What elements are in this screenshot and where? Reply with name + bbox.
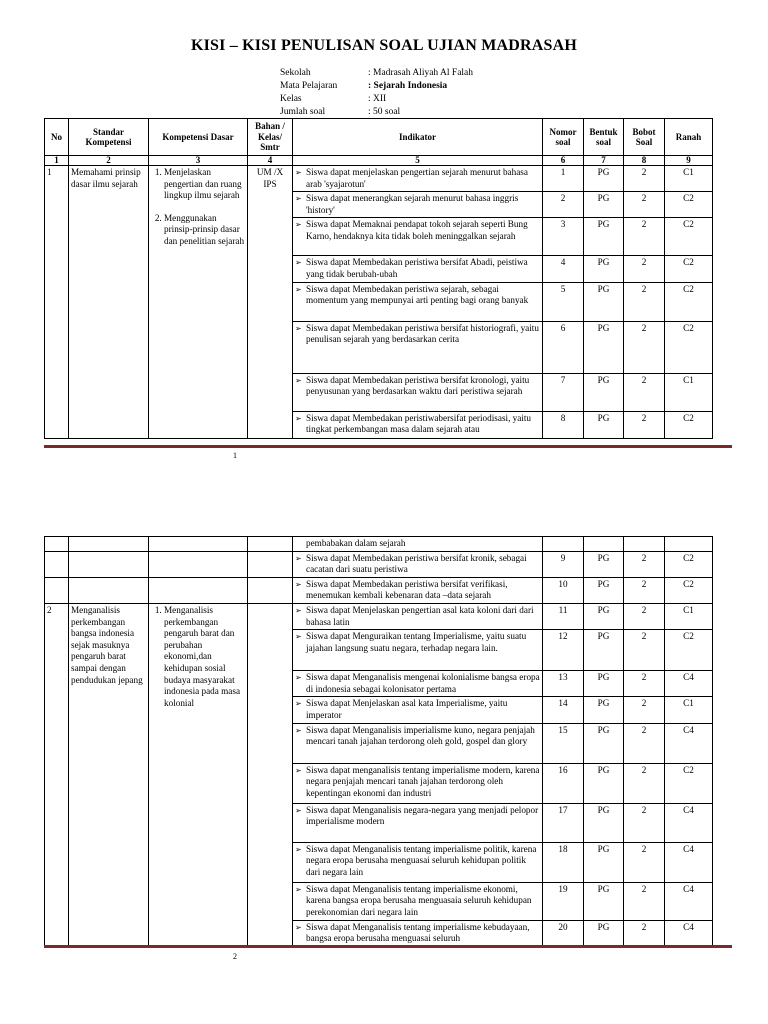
ranah: C2 [665, 577, 713, 603]
bahan-kelas-cell: UM /X IPS [248, 166, 293, 439]
indikator-text: Siswa dapat Memaknai pendapat tokoh sejarah seperti Bung Karno, hendaknya kita tidak boleh meninggalkan sejarah [306, 219, 528, 241]
bobot-soal: 2 [624, 411, 665, 438]
bobot-soal: 2 [624, 373, 665, 411]
indikator-text: Siswa dapat Membedakan peristiwa bersifat historiografi, yaitu penulisan sejarah yang berdasarkan cerita [306, 322, 539, 345]
indikator-cell [293, 166, 543, 192]
header-bobot-soal: Bobot Soal [624, 119, 665, 156]
column-number: 6 [543, 156, 584, 166]
kisi-table-page-1 [44, 118, 713, 439]
indikator-cell [293, 842, 543, 882]
indikator-cell [293, 282, 543, 321]
bobot-soal: 2 [624, 256, 665, 282]
standar-kompetensi-cell: Memahami prinsip dasar ilmu sejarah [69, 166, 149, 439]
indikator-continuation [293, 537, 543, 552]
bentuk-soal: PG [584, 763, 624, 803]
ranah: C2 [665, 282, 713, 321]
arrow-bullet-icon: ➢ [295, 258, 302, 268]
header-bahan-kelas: Bahan / Kelas/ Smtr [248, 119, 293, 156]
ranah: C2 [665, 630, 713, 671]
bentuk-soal: PG [584, 671, 624, 697]
table-row [45, 551, 713, 577]
column-number: 8 [624, 156, 665, 166]
document-title: KISI – KISI PENULISAN SOAL UJIAN MADRASAH [190, 37, 578, 54]
arrow-bullet-icon: ➢ [295, 632, 302, 642]
ranah: C2 [665, 763, 713, 803]
indikator-cell [293, 218, 543, 256]
header-kompetensi-dasar: Kompetensi Dasar [149, 119, 248, 156]
nomor-soal: 8 [543, 411, 584, 438]
ranah: C2 [665, 551, 713, 577]
ranah: C2 [665, 218, 713, 256]
nomor-soal: 6 [543, 321, 584, 373]
meta-value: : Sejarah Indonesia [368, 81, 448, 91]
bentuk-soal: PG [584, 803, 624, 842]
bentuk-soal: PG [584, 256, 624, 282]
table-row [45, 577, 713, 603]
meta-value: : XII [368, 94, 387, 104]
bobot-soal: 2 [624, 803, 665, 842]
bentuk-soal: PG [584, 192, 624, 218]
arrow-bullet-icon: ➢ [295, 194, 302, 204]
bobot-soal: 2 [624, 192, 665, 218]
indikator-text: Siswa dapat Membedakan peristiwa bersifat Abadi, peistiwa yang tidak berubah-ubah [306, 257, 528, 279]
indikator-cell [293, 803, 543, 842]
nomor-soal: 10 [543, 577, 584, 603]
ranah: C1 [665, 603, 713, 629]
indikator-cell [293, 671, 543, 697]
ranah: C2 [665, 192, 713, 218]
ranah: C2 [665, 411, 713, 438]
kompetensi-dasar-item: 2. Menggunakan prinsip-prinsip dasar dan penelitian sejarah [164, 213, 245, 248]
arrow-bullet-icon: ➢ [295, 605, 302, 615]
row-number: 2 [45, 603, 69, 946]
indikator-text: Siswa dapat Menganalisis tentang imperialisme ekonomi, karena bangsa eropa berusaha menguasaia seluruh kehidupan perekonomian dari negara lain [306, 883, 532, 917]
column-number: 5 [293, 156, 543, 166]
column-number: 7 [584, 156, 624, 166]
indikator-text: Siswa dapat Menguraikan tentang Imperialisme, yaitu suatu jajahan langsung suatu negara, terhadap negara lain. [306, 631, 527, 653]
arrow-bullet-icon: ➢ [295, 553, 302, 563]
document-meta [280, 67, 473, 119]
meta-row [280, 67, 473, 80]
empty-cell [543, 537, 584, 552]
nomor-soal: 15 [543, 723, 584, 763]
empty-cell [69, 551, 149, 577]
empty-cell [248, 537, 293, 552]
meta-label: Mata Pelajaran [280, 81, 338, 91]
indikator-cell [293, 192, 543, 218]
empty-cell [248, 551, 293, 577]
bentuk-soal: PG [584, 218, 624, 256]
table-row [45, 603, 713, 629]
header-no: No [45, 119, 69, 156]
column-number-row [45, 156, 713, 166]
bentuk-soal: PG [584, 920, 624, 946]
kisi-table-page-2 [44, 536, 713, 947]
bobot-soal: 2 [624, 671, 665, 697]
column-number: 4 [248, 156, 293, 166]
empty-cell [149, 537, 248, 552]
nomor-soal: 7 [543, 373, 584, 411]
indikator-text: Siswa dapat Menganalisis mengenai kolonialisme bangsa eropa di indonesia sebagai kolonisator pertama [306, 672, 540, 694]
bentuk-soal: PG [584, 723, 624, 763]
kompetensi-dasar-cell [149, 603, 248, 946]
arrow-bullet-icon: ➢ [295, 765, 302, 775]
nomor-soal: 3 [543, 218, 584, 256]
header-nomor-soal: Nomor soal [543, 119, 584, 156]
indikator-text: pembabakan dalam sejarah [306, 538, 406, 548]
arrow-bullet-icon: ➢ [295, 413, 302, 423]
bentuk-soal: PG [584, 373, 624, 411]
nomor-soal: 12 [543, 630, 584, 671]
bentuk-soal: PG [584, 551, 624, 577]
row-number: 1 [45, 166, 69, 439]
indikator-cell [293, 882, 543, 920]
bobot-soal: 2 [624, 321, 665, 373]
bentuk-soal: PG [584, 603, 624, 629]
indikator-text: Siswa dapat menerangkan sejarah menurut bahasa inggris 'history' [306, 193, 519, 215]
meta-value: : Madrasah Aliyah Al Falah [368, 68, 474, 78]
page-number: 1 [233, 451, 237, 460]
bentuk-soal: PG [584, 321, 624, 373]
nomor-soal: 16 [543, 763, 584, 803]
arrow-bullet-icon: ➢ [295, 805, 302, 815]
ranah: C4 [665, 671, 713, 697]
indikator-text: Siswa dapat Menganalisis tentang imperialisme kebudayaan, bangsa eropa berusaha menguasai seluruh [306, 921, 530, 944]
meta-row [280, 80, 473, 93]
nomor-soal: 17 [543, 803, 584, 842]
bentuk-soal: PG [584, 577, 624, 603]
ranah: C4 [665, 882, 713, 920]
bentuk-soal: PG [584, 842, 624, 882]
arrow-bullet-icon: ➢ [295, 220, 302, 230]
bobot-soal: 2 [624, 218, 665, 256]
indikator-text: Siswa dapat Menganalisis negara-negara yang menjadi pelopor imperialisme modern [306, 804, 539, 827]
arrow-bullet-icon: ➢ [295, 375, 302, 385]
indikator-cell [293, 697, 543, 723]
kompetensi-dasar-item: 1. Menjelaskan pengertian dan ruang lingkup ilmu sejarah [164, 167, 245, 202]
indikator-text: Siswa dapat Menganalisis tentang imperialisme politik, karena negara eropa berusaha menguasai seluruh kehidupan politik dari negara lain [306, 843, 537, 877]
indikator-cell [293, 577, 543, 603]
arrow-bullet-icon: ➢ [295, 725, 302, 735]
column-number: 3 [149, 156, 248, 166]
indikator-cell [293, 630, 543, 671]
indikator-cell [293, 321, 543, 373]
table-row [45, 166, 713, 192]
meta-label: Jumlah soal [280, 107, 326, 117]
indikator-cell [293, 920, 543, 946]
ranah: C4 [665, 803, 713, 842]
bobot-soal: 2 [624, 697, 665, 723]
arrow-bullet-icon: ➢ [295, 284, 302, 294]
empty-cell [149, 551, 248, 577]
bobot-soal: 2 [624, 763, 665, 803]
nomor-soal: 2 [543, 192, 584, 218]
bentuk-soal: PG [584, 697, 624, 723]
ranah: C1 [665, 373, 713, 411]
indikator-text: Siswa dapat Menganalisis imperialisme kuno, negara penjajah mencari tanah jajahan terdorong oleh gold, gospel dan glory [306, 724, 535, 747]
bentuk-soal: PG [584, 282, 624, 321]
indikator-text: Siswa dapat Membedakan peristiwa bersifat verifikasi, menemukan kembali kebenaran data –data sejarah [306, 578, 508, 601]
bentuk-soal: PG [584, 166, 624, 192]
nomor-soal: 11 [543, 603, 584, 629]
empty-cell [69, 537, 149, 552]
nomor-soal: 1 [543, 166, 584, 192]
indikator-cell [293, 551, 543, 577]
bobot-soal: 2 [624, 577, 665, 603]
table-row [45, 537, 713, 552]
arrow-bullet-icon: ➢ [295, 168, 302, 177]
bentuk-soal: PG [584, 411, 624, 438]
bentuk-soal: PG [584, 630, 624, 671]
indikator-text: Siswa dapat menganalisis tentang imperialisme modern, karena negara penjajah mencari tanah jajahan terdorong oleh kepentingan ekonomi dan industri [306, 764, 540, 798]
empty-cell [69, 577, 149, 603]
bobot-soal: 2 [624, 920, 665, 946]
column-number: 9 [665, 156, 713, 166]
empty-cell [45, 551, 69, 577]
ranah: C4 [665, 842, 713, 882]
meta-label: Sekolah [280, 68, 311, 78]
ranah: C2 [665, 256, 713, 282]
bobot-soal: 2 [624, 603, 665, 629]
nomor-soal: 5 [543, 282, 584, 321]
empty-cell [624, 537, 665, 552]
ranah: C2 [665, 321, 713, 373]
empty-cell [665, 537, 713, 552]
indikator-text: Siswa dapat Membedakan peristiwa sejarah, sebagai momentum yang mempunyai arti penting bagi orang banyak [306, 283, 529, 306]
indikator-cell [293, 723, 543, 763]
column-number: 1 [45, 156, 69, 166]
bobot-soal: 2 [624, 282, 665, 321]
bobot-soal: 2 [624, 630, 665, 671]
empty-cell [149, 577, 248, 603]
kompetensi-dasar-cell [149, 166, 248, 439]
arrow-bullet-icon: ➢ [295, 844, 302, 854]
empty-cell [45, 577, 69, 603]
ranah: C1 [665, 697, 713, 723]
nomor-soal: 13 [543, 671, 584, 697]
header-ranah: Ranah [665, 119, 713, 156]
indikator-text: Siswa dapat Membedakan peristiwa bersifat kronologi, yaitu penyusunan yang berdasarkan waktu dari peristiwa sejarah [306, 374, 530, 397]
bobot-soal: 2 [624, 842, 665, 882]
nomor-soal: 4 [543, 256, 584, 282]
indikator-text: Siswa dapat Menjelaskan pengertian asal kata koloni dari dari bahasa latin [306, 604, 534, 627]
meta-value: : 50 soal [368, 107, 401, 117]
kompetensi-dasar-item: 1. Menganalisis perkembangan pengaruh barat dan perubahan ekonomi,dan kehidupan sosial budaya masyarakat indonesia pada masa kolonial [164, 605, 245, 709]
page-separator [44, 445, 732, 448]
bahan-kelas-cell [248, 603, 293, 946]
nomor-soal: 20 [543, 920, 584, 946]
meta-label: Kelas [280, 94, 302, 104]
header-indikator: Indikator [293, 119, 543, 156]
header-standar-kompetensi: Standar Kompetensi [69, 119, 149, 156]
nomor-soal: 14 [543, 697, 584, 723]
indikator-text: Siswa dapat Membedakan peristiwa bersifat kronik, sebagai cacatan dari suatu peristiwa [306, 552, 527, 575]
empty-cell [45, 537, 69, 552]
bobot-soal: 2 [624, 882, 665, 920]
nomor-soal: 19 [543, 882, 584, 920]
indikator-text: Siswa dapat Menjelaskan asal kata Imperialisme, yaitu imperator [306, 698, 508, 720]
standar-kompetensi-cell: Menganalisis perkembangan bangsa indonesia sejak masuknya pengaruh barat sampai dengan pendudukan jepang [69, 603, 149, 946]
indikator-text: Siswa dapat menjelaskan pengertian sejarah menurut bahasa arab 'syajarotun' [306, 167, 528, 189]
ranah: C4 [665, 920, 713, 946]
arrow-bullet-icon: ➢ [295, 323, 302, 333]
empty-cell [584, 537, 624, 552]
arrow-bullet-icon: ➢ [295, 922, 302, 932]
indikator-cell [293, 256, 543, 282]
indikator-cell [293, 411, 543, 438]
nomor-soal: 18 [543, 842, 584, 882]
meta-row [280, 93, 473, 106]
page-separator [44, 945, 732, 948]
arrow-bullet-icon: ➢ [295, 673, 302, 683]
arrow-bullet-icon: ➢ [295, 699, 302, 709]
indikator-cell [293, 373, 543, 411]
empty-cell [248, 577, 293, 603]
bobot-soal: 2 [624, 723, 665, 763]
indikator-text: Siswa dapat Membedakan peristiwabersifat periodisasi, yaitu tingkat perkembangan masa dalam sejarah atau [306, 412, 532, 435]
header-bentuk-soal: Bentuk soal [584, 119, 624, 156]
bobot-soal: 2 [624, 166, 665, 192]
column-number: 2 [69, 156, 149, 166]
indikator-cell [293, 603, 543, 629]
arrow-bullet-icon: ➢ [295, 579, 302, 589]
indikator-cell [293, 763, 543, 803]
page-number: 2 [233, 952, 237, 961]
bentuk-soal: PG [584, 882, 624, 920]
ranah: C1 [665, 166, 713, 192]
arrow-bullet-icon: ➢ [295, 884, 302, 894]
nomor-soal: 9 [543, 551, 584, 577]
bobot-soal: 2 [624, 551, 665, 577]
ranah: C4 [665, 723, 713, 763]
